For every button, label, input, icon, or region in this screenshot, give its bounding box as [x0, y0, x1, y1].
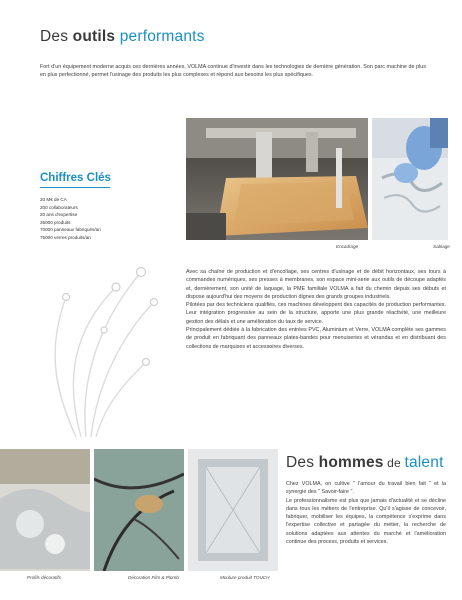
chiffre-item: 20 M€ de CA — [40, 197, 67, 202]
hommes-text — [286, 480, 446, 546]
section-title-outils: Des outils performants — [40, 28, 205, 45]
caption-encadrage: Encadrage — [336, 244, 359, 249]
intro-paragraph: Fort d'un équipement moderne acquis ces dernières années, VOLMA continue d'investir dans les technologies de dernière génération. Son parc machine de plus en plus perfectionné, permet l'usinage des produits les plus complexes et répond aux besoins les plus spécifiques. — [40, 64, 426, 79]
chiffre-item: 75000 verres produits/an — [40, 234, 91, 240]
chiffre-item: 35000 produits — [40, 219, 71, 225]
chiffres-underline — [40, 187, 110, 188]
machine-image — [186, 118, 368, 240]
hommes-paragraph: Chez VOLMA, on cultive " l'amour du travail bien fait " et la synergie des " Savoir-faire ". — [286, 481, 446, 496]
main-text — [186, 268, 446, 351]
caption-moulure: Moulure produit TOUCH — [220, 575, 270, 580]
main-paragraph: Principalement dédiée à la fabrication des entrées PVC, Aluminium et Verre, VOLMA complète ses gammes de produit en fabriquant des panneaux plates-bandes pour menuiseries et vérandas et en distribuant des collections de marquises et accessoires diverses. — [186, 327, 446, 350]
caption-sablage: Sablage — [433, 244, 450, 249]
photo-decoration — [94, 449, 184, 571]
moulure-image — [188, 449, 278, 571]
main-paragraph: Avec sa chaîne de production et d'encollage, ses centres d'usinage et de débit horizontaux, ses tours à commandes numériques, ses presses à membranes, son espace mini-serie aux outils de découpe adaptés et, dernièrement, son unité de laquage, la PME familiale VOLMA a fait du chemin depuis ses débuts et dispose aujourd'hui des moyens de production dignes des grands groupes industriels. — [186, 269, 446, 300]
caption-profils: Profils décoratifs — [27, 575, 61, 580]
photo-sablage — [372, 118, 448, 240]
hommes-paragraph: Le professionnalisme est plus que jamais d'actualité et se décline dans tous les métiers de l'entreprise. Qu'il s'agisse de concevoir, fabriquer, mobiliser les équipes, la compétence s'exprime dans l'expertise collective et partagée du métier, la recherche de solutions adaptées aux attentes du marché et l'amélioration continue des process, produits et services. — [286, 497, 446, 546]
sandblasting-image — [372, 118, 448, 240]
photo-moulure — [188, 449, 278, 571]
chiffre-item: 200 collaborateurs — [40, 204, 78, 210]
photo-profils — [0, 449, 90, 571]
chiffre-item: 20 ans d'expertise — [40, 212, 78, 218]
chiffres-list — [40, 196, 101, 242]
chiffres-title: Chiffres Clés — [40, 172, 111, 184]
decorative-swirl — [46, 242, 166, 442]
section-title-hommes: Des hommes de talent — [286, 454, 444, 471]
main-paragraph: Pilotées par des techniciens qualifiés, ces machines développent des capacités de production performantes. Leur intégration progressive au sein de la structure, apporte une plus grande réactivité, une meilleure gestion des délais et une amélioration du taux de service. — [186, 302, 446, 325]
caption-decoration: Décoration Film & Plomb — [128, 575, 179, 580]
chiffre-item: 70000 panneaux fabriqués/an — [40, 227, 101, 233]
profils-image — [0, 449, 90, 571]
decoration-image — [94, 449, 184, 571]
photo-encadrage — [186, 118, 368, 240]
